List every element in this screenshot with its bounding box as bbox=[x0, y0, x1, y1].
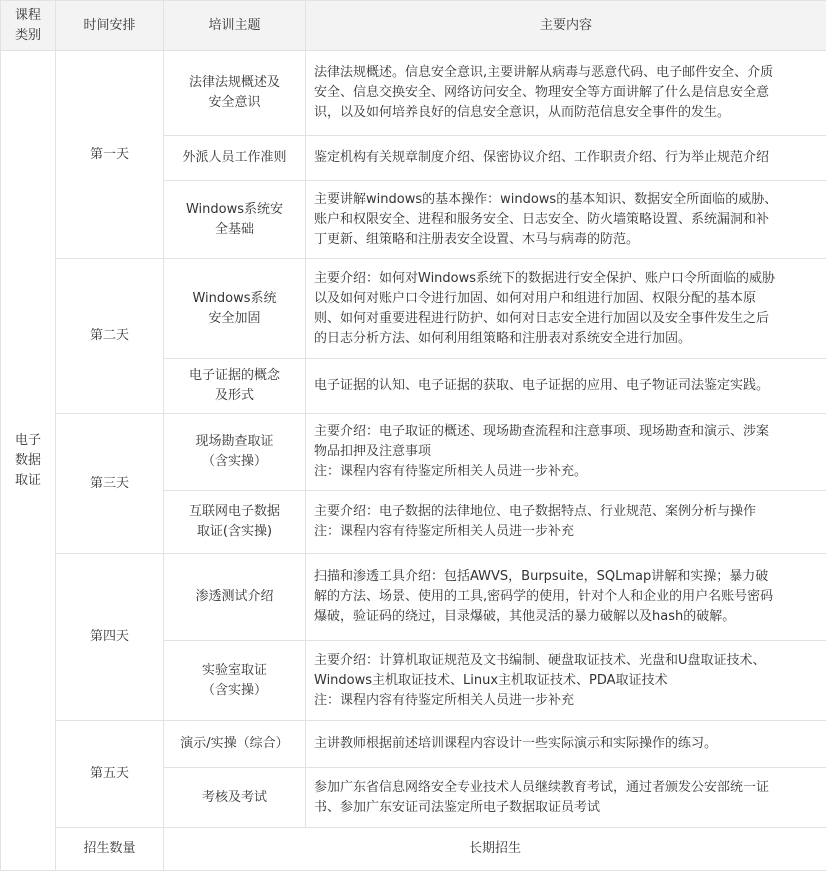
content-line: 注：课程内容有待鉴定所相关人员进一步补充。 bbox=[314, 462, 818, 482]
content-line: 主要讲解windows的基本操作：windows的基本知识、数据安全所面临的威胁、 bbox=[314, 190, 818, 210]
content-line: 主要介绍：电子取证的概述、现场勘查流程和注意事项、现场勘查和演示、涉案 bbox=[314, 422, 818, 442]
content-line: 账户和权限安全、进程和服务安全、日志安全、防火墙策略设置、系统漏洞和补 bbox=[314, 210, 818, 230]
day-label: 第五天 bbox=[56, 721, 164, 828]
content-line: 主要介绍：如何对Windows系统下的数据进行安全保护、账户口令所面临的威胁 bbox=[314, 269, 818, 289]
header-topic: 培训主题 bbox=[164, 1, 306, 51]
content-line: 主讲教师根据前述培训课程内容设计一些实际演示和实际操作的练习。 bbox=[314, 734, 818, 754]
topic-cell bbox=[164, 51, 306, 136]
topic-line: 现场勘查取证 bbox=[174, 432, 295, 452]
topic-line: 外派人员工作准则 bbox=[174, 148, 295, 168]
table-row bbox=[1, 259, 826, 359]
topic-line: 全基础 bbox=[174, 220, 295, 240]
content-line: 以及如何对账户口令进行加固、如何对用户和组进行加固、权限分配的基本原 bbox=[314, 289, 818, 309]
content-cell bbox=[306, 414, 826, 491]
topic-line: 法律法规概述及 bbox=[174, 73, 295, 93]
content-cell bbox=[306, 359, 826, 414]
topic-cell bbox=[164, 181, 306, 259]
topic-cell bbox=[164, 491, 306, 554]
content-line: 则、如何对重要进程进行防护、如何对日志安全进行加固以及安全事件发生之后 bbox=[314, 309, 818, 329]
day-label: 第二天 bbox=[56, 259, 164, 414]
topic-line: 安全意识 bbox=[174, 93, 295, 113]
content-cell bbox=[306, 768, 826, 828]
header-time: 时间安排 bbox=[56, 1, 164, 51]
topic-line: 安全加固 bbox=[174, 309, 295, 329]
topic-line: 实验室取证 bbox=[174, 661, 295, 681]
footer-row bbox=[1, 828, 826, 871]
topic-cell bbox=[164, 414, 306, 491]
header-content: 主要内容 bbox=[306, 1, 826, 51]
content-line: 丁更新、组策略和注册表安全设置、木马与病毒的防范。 bbox=[314, 230, 818, 250]
content-line: Windows主机取证技术、Linux主机取证技术、PDA取证技术 bbox=[314, 671, 818, 691]
day-label: 第三天 bbox=[56, 414, 164, 554]
content-line: 安全、信息交换安全、网络访问安全、物理安全等方面讲解了什么是信息安全意 bbox=[314, 83, 818, 103]
topic-line: 互联网电子数据 bbox=[174, 502, 295, 522]
topic-cell bbox=[164, 721, 306, 768]
topic-cell bbox=[164, 259, 306, 359]
content-line: 书、参加广东安证司法鉴定所电子数据取证员考试 bbox=[314, 798, 818, 818]
content-line: 物品扣押及注意事项 bbox=[314, 442, 818, 462]
content-cell bbox=[306, 259, 826, 359]
content-line: 识，以及如何培养良好的信息安全意识，从而防范信息安全事件的发生。 bbox=[314, 103, 818, 123]
content-line: 电子证据的认知、电子证据的获取、电子证据的应用、电子物证司法鉴定实践。 bbox=[314, 376, 818, 396]
content-line: 解的方法、场景、使用的工具,密码学的使用，针对个人和企业的用户名账号密码 bbox=[314, 587, 818, 607]
topic-line: 演示/实操（综合） bbox=[174, 734, 295, 754]
category-line: 电子 bbox=[1, 431, 55, 451]
content-line: 的日志分析方法、如何利用组策略和注册表对系统安全进行加固。 bbox=[314, 329, 818, 349]
topic-cell bbox=[164, 641, 306, 721]
course-category bbox=[1, 51, 56, 871]
content-line: 注：课程内容有待鉴定所相关人员进一步补充 bbox=[314, 522, 818, 542]
topic-line: （含实操） bbox=[174, 452, 295, 472]
content-cell bbox=[306, 641, 826, 721]
content-cell bbox=[306, 51, 826, 136]
topic-cell bbox=[164, 359, 306, 414]
topic-cell bbox=[164, 136, 306, 181]
topic-line: 及形式 bbox=[174, 386, 295, 406]
content-line: 参加广东省信息网络安全专业技术人员继续教育考试，通过者颁发公安部统一证 bbox=[314, 778, 818, 798]
content-cell bbox=[306, 554, 826, 641]
enrollment-value: 长期招生 bbox=[164, 828, 826, 871]
header-category-line: 类别 bbox=[1, 26, 55, 46]
topic-line: （含实操） bbox=[174, 681, 295, 701]
table-row bbox=[1, 554, 826, 641]
content-line: 注：课程内容有待鉴定所相关人员进一步补充 bbox=[314, 691, 818, 711]
content-line: 主要介绍：计算机取证规范及文书编制、硬盘取证技术、光盘和U盘取证技术、 bbox=[314, 651, 818, 671]
content-cell bbox=[306, 181, 826, 259]
table-row bbox=[1, 414, 826, 491]
content-line: 扫描和渗透工具介绍：包括AWVS，Burpsuite，SQLmap讲解和实操；暴力破 bbox=[314, 567, 818, 587]
header-category-line: 课程 bbox=[1, 6, 55, 26]
content-line: 主要介绍：电子数据的法律地位、电子数据特点、行业规范、案例分析与操作 bbox=[314, 502, 818, 522]
content-line: 鉴定机构有关规章制度介绍、保密协议介绍、工作职责介绍、行为举止规范介绍 bbox=[314, 148, 818, 168]
enrollment-label: 招生数量 bbox=[56, 828, 164, 871]
topic-line: 渗透测试介绍 bbox=[174, 587, 295, 607]
day-label: 第四天 bbox=[56, 554, 164, 721]
content-cell bbox=[306, 136, 826, 181]
topic-line: 取证(含实操) bbox=[174, 522, 295, 542]
day-label: 第一天 bbox=[56, 51, 164, 259]
topic-line: 考核及考试 bbox=[174, 788, 295, 808]
topic-cell bbox=[164, 554, 306, 641]
header-category bbox=[1, 1, 56, 51]
category-line: 取证 bbox=[1, 471, 55, 491]
topic-line: Windows系统安 bbox=[174, 200, 295, 220]
content-line: 爆破，验证码的绕过，目录爆破，其他灵活的暴力破解以及hash的破解。 bbox=[314, 607, 818, 627]
category-line: 数据 bbox=[1, 451, 55, 471]
table-row bbox=[1, 721, 826, 768]
header-row bbox=[1, 1, 826, 51]
topic-cell bbox=[164, 768, 306, 828]
topic-line: Windows系统 bbox=[174, 289, 295, 309]
content-cell bbox=[306, 491, 826, 554]
content-line: 法律法规概述。信息安全意识,主要讲解从病毒与恶意代码、电子邮件安全、介质 bbox=[314, 63, 818, 83]
content-cell bbox=[306, 721, 826, 768]
topic-line: 电子证据的概念 bbox=[174, 366, 295, 386]
table-row bbox=[1, 51, 826, 136]
